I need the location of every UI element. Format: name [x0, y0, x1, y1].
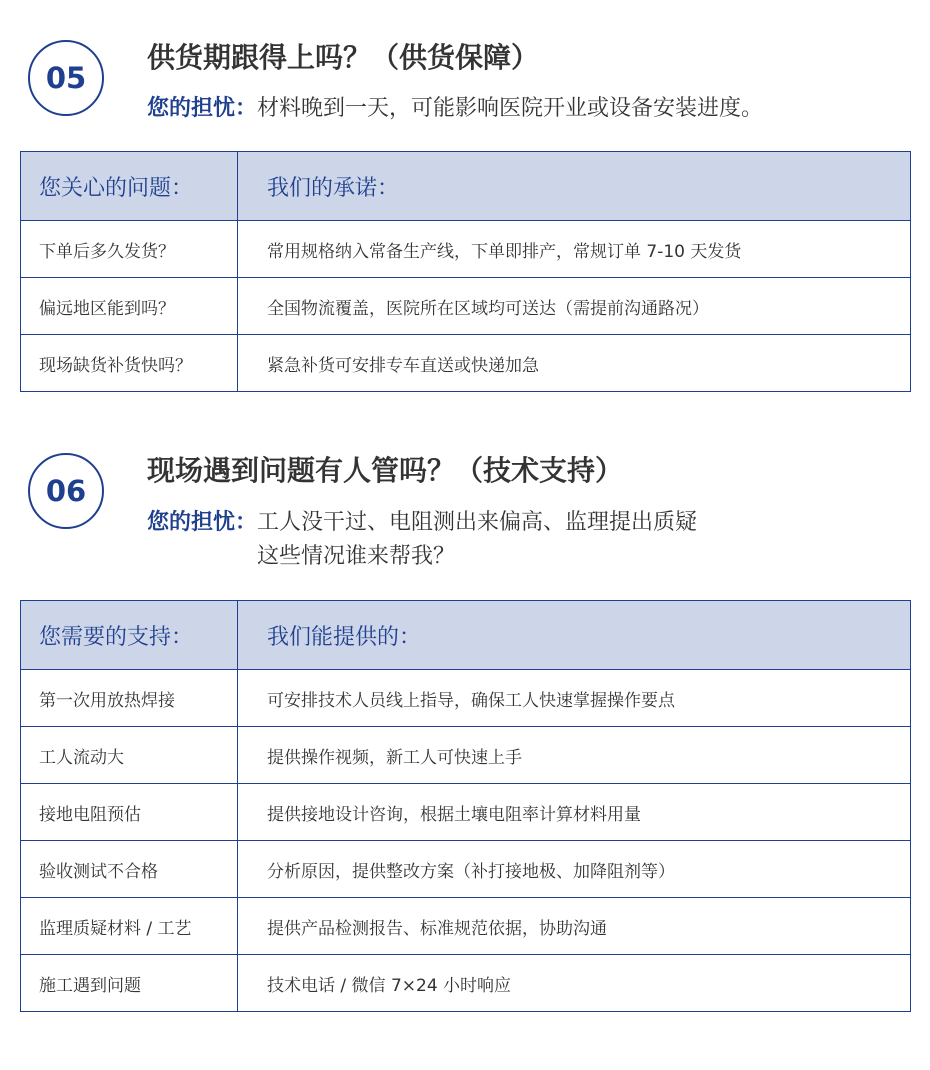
support-faq-table — [20, 600, 911, 1012]
row-answer: 分析原因，提供整改方案（补打接地极、加降阻剂等） — [238, 841, 911, 898]
concern-block — [147, 506, 697, 574]
row-answer: 提供接地设计咨询，根据土壤电阻率计算材料用量 — [238, 784, 911, 841]
concern-text — [257, 506, 697, 574]
concern-line: 这些情况谁来帮我？ — [257, 544, 456, 569]
concern-label: 您的担忧： — [147, 510, 258, 535]
concern-label: 您的担忧： — [147, 96, 258, 121]
row-answer: 全国物流覆盖，医院所在区域均可送达（需提前沟通路况） — [238, 278, 911, 335]
row-question: 验收测试不合格 — [21, 841, 238, 898]
table-row — [21, 784, 911, 841]
row-question: 接地电阻预估 — [21, 784, 238, 841]
header-question: 您关心的问题： — [21, 152, 238, 221]
row-question: 监理质疑材料 / 工艺 — [21, 898, 238, 955]
row-answer: 技术电话 / 微信 7×24 小时响应 — [238, 955, 911, 1012]
supply-faq-table — [20, 151, 911, 392]
section-number-badge: 06 — [28, 453, 104, 529]
row-question: 施工遇到问题 — [21, 955, 238, 1012]
row-question: 偏远地区能到吗？ — [21, 278, 238, 335]
row-answer: 提供操作视频，新工人可快速上手 — [238, 727, 911, 784]
table-row — [21, 727, 911, 784]
section-title: 现场遇到问题有人管吗？（技术支持） — [147, 454, 624, 487]
table-row — [21, 841, 911, 898]
row-answer: 紧急补货可安排专车直送或快递加急 — [238, 335, 911, 392]
concern-block — [147, 92, 763, 126]
table-row — [21, 898, 911, 955]
row-answer: 常用规格纳入常备生产线，下单即排产，常规订单 7-10 天发货 — [238, 221, 911, 278]
table-row — [21, 670, 911, 727]
concern-text — [257, 92, 763, 126]
row-question: 下单后多久发货？ — [21, 221, 238, 278]
header-question: 您需要的支持： — [21, 601, 238, 670]
table-row — [21, 335, 911, 392]
table-header-row — [21, 152, 911, 221]
section-number-badge: 05 — [28, 40, 104, 116]
row-question: 现场缺货补货快吗？ — [21, 335, 238, 392]
concern-line: 工人没干过、电阻测出来偏高、监理提出质疑 — [257, 510, 698, 535]
table-header-row — [21, 601, 911, 670]
header-answer: 我们能提供的： — [238, 601, 911, 670]
section-title: 供货期跟得上吗？（供货保障） — [147, 41, 540, 74]
concern-line: 材料晚到一天，可能影响医院开业或设备安装进度。 — [257, 96, 764, 121]
table-row — [21, 221, 911, 278]
table-row — [21, 278, 911, 335]
row-answer: 提供产品检测报告、标准规范依据，协助沟通 — [238, 898, 911, 955]
row-question: 工人流动大 — [21, 727, 238, 784]
header-answer: 我们的承诺： — [238, 152, 911, 221]
table-row — [21, 955, 911, 1012]
row-question: 第一次用放热焊接 — [21, 670, 238, 727]
row-answer: 可安排技术人员线上指导，确保工人快速掌握操作要点 — [238, 670, 911, 727]
